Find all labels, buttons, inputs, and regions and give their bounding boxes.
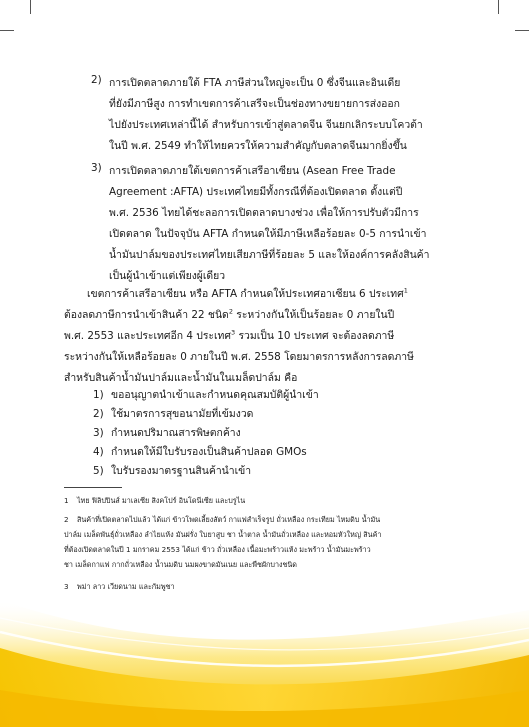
paragraph-line: ต้องลดภาษีการนำเข้าสินค้า 22 ชนิด$^2$ ระหว่างกันให้เป็นร้อยละ 0 ภายในปี [64,307,395,321]
paragraph-line: สำหรับสินค้าน้ำมันปาล์มและน้ำมันในเมล็ดปาล์ม คือ [64,372,298,384]
item-number: 2) [91,74,102,86]
item-line: เปิดตลาด ในปัจจุบัน AFTA กำหนดให้มีภาษีเหลือร้อยละ 0-5 การนำเข้า [109,228,427,240]
footnote-ref: 1 [403,286,408,295]
paragraph-line: พ.ศ. 2553 และประเทศอีก 4 ประเทศ$^3$ รวมเป็น 10 ประเทศ จะต้องลดภาษี [64,328,395,342]
item-line: การเปิดตลาดภายใต้ FTA ภาษีส่วนใหญ่จะเป็น 0 ซึ่งจีนและอินเดีย [109,77,401,89]
footnote-ref: 3 [231,328,236,337]
item-line: ที่ยังมีภาษีสูง การทำเขตการค้าเสรีจะเป็นช่องทางขยายการส่งออก [109,98,400,110]
item-line: น้ำมันปาล์มของประเทศไทยเสียภาษีที่ร้อยละ 5 และให้องค์การคลังสินค้า [109,249,430,261]
paragraph-line: ระหว่างกันให้เหลือร้อยละ 0 ภายในปี พ.ศ. 2558 โดยมาตรการหลังการลดภาษี [64,351,414,363]
item-line: การเปิดตลาดภายใต้เขตการค้าเสรีอาเซียน (Asean Free Trade [109,165,396,177]
item-line: เป็นผู้นำเข้าแต่เพียงผู้เดียว [109,270,226,282]
item-line: ในปี พ.ศ. 2549 ทำให้ไทยควรให้ความสำคัญกับตลาดจีนมากยิ่งขึ้น [109,140,407,152]
paragraph-line: เขตการค้าเสรีอาเซียน หรือ AFTA กำหนดให้ประเทศอาเซียน 6 ประเทศ$^1$ [87,286,408,300]
item-number: 3) [91,162,102,174]
list-item: 5) ใบรับรองมาตรฐานสินค้านำเข้า [93,465,252,477]
item-line: Agreement :AFTA) ประเทศไทยมีทั้งกรณีที่ต้องเปิดตลาด ตั้งแต่ปี [109,186,403,198]
item-line: พ.ศ. 2536 ไทยได้ชะลอการเปิดตลาดบางช่วง เพื่อให้การปรับตัวมีการ [109,207,419,219]
footnote-divider [64,487,122,488]
item-line: ไปยังประเทศเหล่านี้ได้ สำหรับการเข้าสู่ตลาดจีน จีนยกเลิกระบบโควต้า [109,119,423,131]
list-item: 4) กำหนดให้มีใบรับรองเป็นสินค้าปลอด GMOs [93,446,307,458]
list-item: 2) ใช้มาตรการสุขอนามัยที่เข้มงวด [93,408,254,420]
list-item: 3) กำหนดปริมาณสารพิษตกค้าง [93,427,241,439]
footnote-ref: 2 [228,307,233,316]
list-item: 1) ขออนุญาตนำเข้าและกำหนดคุณสมบัติผู้นำเข้า [93,389,319,401]
